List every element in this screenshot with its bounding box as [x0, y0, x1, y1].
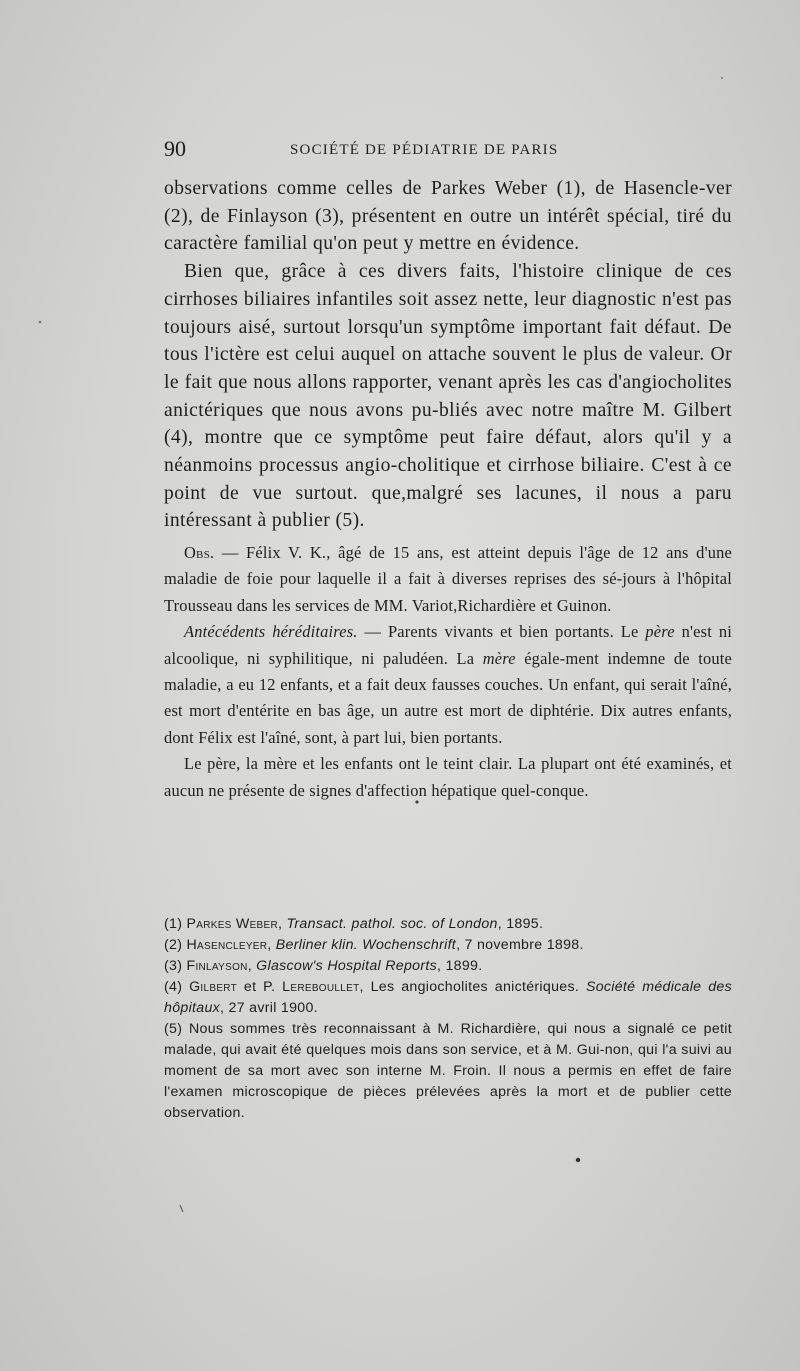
- footnote-2: [164, 935, 732, 956]
- footnote-5: (5) Nous sommes très reconnaissant à M. Richardière, qui nous a signalé ce petit malade, qui avait été quelques mois dans son service, et à M. Gui-non, qui l'a suivi au moment de sa mort avec son interne M. Froin. Il nous a permis en effet de faire l'examen microscopique de pièces prélevées après la mort et de publier cette observation.: [164, 1021, 732, 1121]
- running-title: SOCIÉTÉ DE PÉDIATRIE DE PARIS: [290, 142, 559, 158]
- family-paragraph: Le père, la mère et les enfants ont le teint clair. La plupart ont été examinés, et aucun ne présente de signes d'affection hépatique quel-conque.: [164, 754, 732, 800]
- footnote-4-author-2: Lereboullet: [282, 979, 360, 995]
- footnote-3-title: Glascow's Hospital Reports: [256, 958, 437, 974]
- footnote-1-separator: ,: [278, 916, 287, 932]
- pere-word: père: [645, 622, 675, 642]
- footnote-4: [164, 977, 732, 1019]
- obs-text: — Félix V. K., âgé de 15 ans, est atteint depuis l'âge de 12 ans d'une maladie de foie pour laquelle il a fait à diverses reprises des sé-jours à l'hôpital Trousseau dans les services de MM. Variot,Richardière et Guinon.: [164, 543, 732, 615]
- footnote-1-title: Transact. pathol. soc. of London: [286, 916, 498, 932]
- paragraph-1: observations comme celles de Parkes Weber (1), de Hasencle-ver (2), de Finlayson (3), présentent en outre un intérêt spécial, tiré du caractère familial qu'on peut y mettre en évidence.: [164, 178, 732, 255]
- obs-label: Obs.: [184, 543, 215, 562]
- footnote-1-author: Parkes Weber: [186, 916, 279, 932]
- footnote-1-number: (1): [164, 916, 187, 932]
- speck: [180, 1205, 183, 1212]
- footnote-2-author: Hasencleyer: [186, 937, 268, 953]
- page-number: 90: [164, 136, 186, 161]
- footnotes: [164, 914, 732, 1124]
- footnote-2-title: Berliner klin. Wochenschrift: [275, 937, 457, 953]
- footnote-3-separator: ,: [247, 958, 257, 974]
- main-text: [164, 175, 732, 535]
- paragraph-2: Bien que, grâce à ces divers faits, l'histoire clinique de ces cirrhoses biliaires infantiles soit assez nette, leur diagnostic n'est pas toujours aisé, surtout lorsqu'un symptôme important fait défaut. De tous l'ictère est celui auquel on attache souvent le plus de valeur. Or le fait que nous allons rapporter, venant après les cas d'angiocholites anictériques que nous avons pu-bliés avec notre maître M. Gilbert (4), montre que ce symptôme peut faire défaut, alors qu'il y a néanmoins processus angio-cholitique et cirrhose biliaire. C'est à ce point de vue surtout. que,malgré ses lacunes, il nous a paru intéressant à publier (5).: [164, 261, 732, 532]
- footnote-3-tail: , 1899.: [437, 958, 483, 974]
- observation-paragraph: [164, 540, 732, 619]
- page-header: [164, 136, 732, 166]
- footnote-2-number: (2): [164, 937, 187, 953]
- antecedents-text-c: égale-ment indemne de toute maladie, a eu 12 enfants, et a fait deux fausses couches. Un enfant, qui serait l'aîné, est mort d'entérite en bas âge, un autre est mort de diphtérie. Dix autres enfants, dont Félix est l'aîné, sont, à part lui, bien portants.: [164, 648, 733, 747]
- footnote-3: [164, 956, 732, 977]
- footnote-4-text: , Les angiocholites anictériques.: [359, 979, 586, 995]
- footnote-4-title: Société médicale des hôpitaux: [164, 979, 732, 1016]
- footnote-3-author: Finlayson: [186, 958, 248, 974]
- antecedents-text-b: n'est ni alcoolique, ni syphilitique, ni paludéen. La: [164, 622, 732, 668]
- antecedents-text-a: — Parents vivants et bien portants. Le: [357, 622, 646, 642]
- antecedents-label: Antécédents héréditaires.: [184, 622, 358, 642]
- footnote-1: [164, 914, 732, 935]
- footnote-3-number: (3): [164, 958, 187, 974]
- footnote-1-tail: , 1895.: [497, 916, 544, 932]
- mere-word: mère: [482, 648, 516, 668]
- observation-section: [164, 540, 732, 804]
- footnote-2-separator: ,: [267, 937, 276, 953]
- footnote-4-author-1: Gilbert: [189, 979, 238, 995]
- speck: [39, 321, 42, 324]
- footnote-2-tail: , 7 novembre 1898.: [456, 937, 584, 953]
- speck: [721, 77, 723, 79]
- footnote-4-number: (4): [164, 979, 190, 995]
- speck: [576, 1158, 580, 1162]
- footnote-4-mid: et P.: [237, 979, 283, 995]
- footnote-4-tail: , 27 avril 1900.: [220, 1000, 318, 1016]
- antecedents-paragraph: [164, 619, 732, 751]
